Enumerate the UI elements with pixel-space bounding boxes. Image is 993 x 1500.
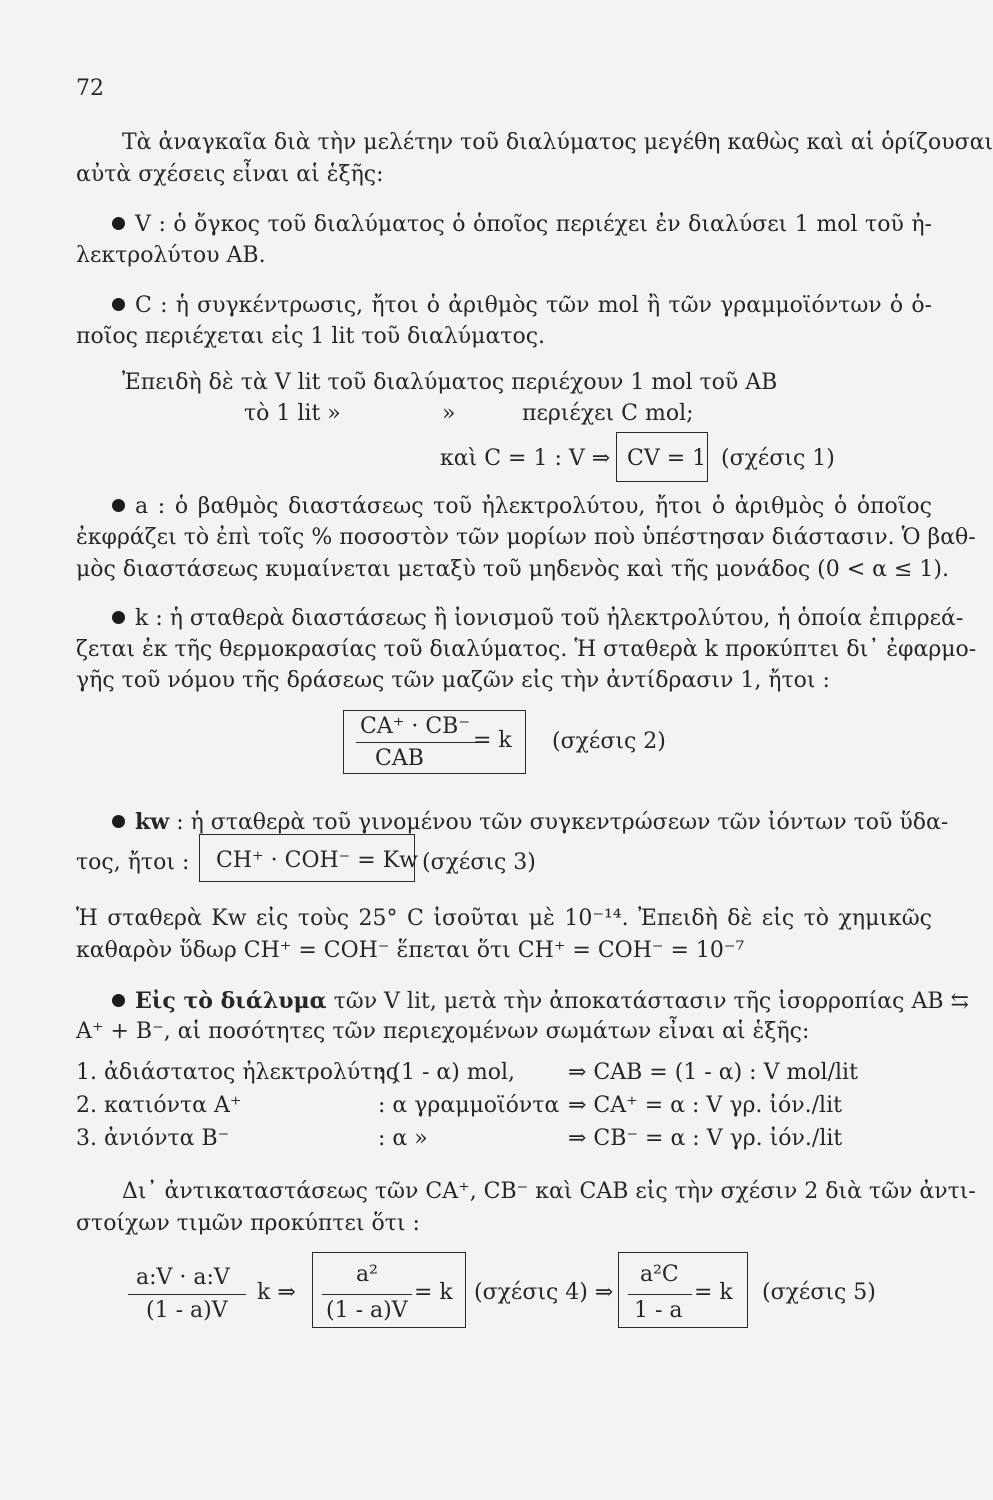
since-line-1: Ἐπειδὴ δὲ τὰ V lit τοῦ διαλύματος περιέχουν 1 mol τοῦ ΑΒ — [122, 370, 778, 395]
fraction-1-bar — [128, 1294, 246, 1295]
table-row-1-result: ⇒ CAB = (1 - α) : V mol/lit — [568, 1060, 858, 1085]
fraction-2-rhs: = k — [414, 1280, 453, 1305]
alpha-definition-text: : ὁ βαθμὸς διαστάσεως τοῦ ἠλεκτρολύτου, ἤτοι ὁ ἀριθμὸς ὁ ὁποῖος — [157, 494, 932, 519]
v-definition-text: : ὁ ὄγκος τοῦ διαλύματος ὁ ὁποῖος περιέχει ἐν διαλύσει 1 mol τοῦ ἠ- — [158, 212, 932, 237]
k-definition-line-2: ζεται ἐκ τῆς θερμοκρασίας τοῦ διαλύματος. Ἡ σταθερὰ k προκύπτει δι᾽ ἐφαρμο- — [76, 637, 977, 662]
table-row-3-amount: : α » — [378, 1126, 428, 1151]
intro-line-2: αὐτὰ σχέσεις εἶναι αἱ ἑξῆς: — [76, 162, 384, 187]
k-definition-text: : ἡ σταθερὰ διαστάσεως ἢ ἰονισμοῦ τοῦ ἠλεκτρολύτου, ἡ ὁποία ἐπιρρεά- — [155, 606, 964, 631]
relation-1-lead: καὶ C = 1 : V ⇒ — [440, 446, 611, 471]
alpha-definition-line-3: μὸς διαστάσεως κυμαίνεται μεταξὺ τοῦ μηδενὸς καὶ τῆς μονάδος (0 < α ≤ 1). — [76, 557, 949, 582]
bullet-icon — [112, 815, 125, 828]
relation-1-formula: CV = 1 — [627, 446, 707, 471]
fraction-1-denominator: (1 - a)V — [146, 1298, 228, 1323]
solution-line-2: A⁺ + B⁻, αἱ ποσότητες τῶν περιεχομένων σωμάτων εἶναι αἱ ἑξῆς: — [76, 1019, 810, 1044]
kw-value-line-1: Ἡ σταθερὰ Kw εἰς τοὺς 25° C ἰσοῦται μὲ 10⁻¹⁴. Ἐπειδὴ δὲ εἰς τὸ χημικῶς — [76, 906, 932, 931]
substitution-line-2: στοίχων τιμῶν προκύπτει ὅτι : — [76, 1211, 420, 1236]
k-definition-line-3: γῆς τοῦ νόμου τῆς δράσεως τῶν μαζῶν εἰς τὴν ἀντίδρασιν 1, ἤτοι : — [76, 668, 830, 693]
table-row-3-result: ⇒ CB⁻ = α : V γρ. ἰόν./lit — [568, 1126, 843, 1151]
alpha-definition-line-2: ἐκφράζει τὸ ἐπὶ τοῖς % ποσοστὸν τῶν μορίων ποὺ ὑπέστησαν διάστασιν. Ὁ βαθ- — [76, 525, 976, 550]
fraction-2-denominator: (1 - a)V — [326, 1298, 408, 1323]
c-definition-text: : ἡ συγκέντρωσις, ἤτοι ὁ ἀριθμὸς τῶν mol ἢ τῶν γραμμοϊόντων ὁ ὁ- — [160, 293, 932, 318]
v-definition-line-1 — [112, 212, 932, 238]
since-line-2-mid: » — [442, 401, 456, 426]
relation-2-ref: (σχέσις 2) — [552, 729, 666, 754]
kw-definition-line-2-lead: τος, ἤτοι : — [76, 850, 190, 875]
relation-5-ref: (σχέσις 5) — [762, 1280, 876, 1305]
k-symbol: k — [135, 606, 149, 631]
relation-1-ref: (σχέσις 1) — [721, 446, 835, 471]
table-row-1-amount: : (1 - α) mol, — [378, 1060, 515, 1085]
relation-2-rhs: = k — [473, 728, 512, 753]
kw-definition-line-1 — [112, 809, 949, 836]
kw-symbol: kw — [135, 809, 170, 835]
fraction-3-rhs: = k — [694, 1280, 733, 1305]
bullet-icon — [112, 499, 125, 512]
table-row-2-amount: : α γραμμοϊόντα — [378, 1093, 560, 1118]
fraction-1-numerator: a:V · a:V — [136, 1265, 230, 1290]
fraction-3-bar — [628, 1294, 692, 1295]
solution-line-1 — [112, 988, 969, 1015]
c-definition-line-1 — [112, 293, 932, 319]
alpha-definition-line-1 — [112, 494, 932, 520]
table-row-3-label: 3. ἀνιόντα B⁻ — [76, 1126, 230, 1151]
bullet-icon — [112, 217, 125, 230]
since-line-2-left: τὸ 1 lit » — [244, 401, 341, 426]
since-line-2-right: περιέχει C mol; — [522, 401, 694, 426]
fraction-2-bar — [322, 1294, 412, 1295]
relation-2-denominator: CAB — [375, 746, 424, 771]
table-row-2-label: 2. κατιόντα A⁺ — [76, 1093, 242, 1118]
c-definition-line-2: ποῖος περιέχεται εἰς 1 lit τοῦ διαλύματος. — [76, 324, 546, 349]
table-row-1-label: 1. ἀδιάστατος ἠλεκτρολύτης — [76, 1060, 398, 1085]
solution-bold-lead: Εἰς τὸ διάλυμα — [135, 988, 327, 1014]
solution-text: τῶν V lit, μετὰ τὴν ἀποκατάστασιν τῆς ἰσορροπίας AB ⇆ — [333, 989, 969, 1014]
relation-2-fraction-bar — [356, 742, 476, 743]
k-definition-line-1 — [112, 606, 964, 632]
kw-value-line-2: καθαρὸν ὕδωρ CH⁺ = COH⁻ ἕπεται ὅτι CH⁺ = COH⁻ = 10⁻⁷ — [76, 938, 745, 963]
fraction-2-numerator: a² — [356, 1262, 378, 1287]
bullet-icon — [112, 611, 125, 624]
intro-line-1: Τὰ ἀναγκαῖα διὰ τὴν μελέτην τοῦ διαλύματος μεγέθη καθὼς καὶ αἱ ὁρίζουσαι — [122, 130, 993, 155]
fraction-3-denominator: 1 - a — [634, 1298, 683, 1323]
substitution-line-1: Δι᾽ ἀντικαταστάσεως τῶν CA⁺, CB⁻ καὶ CAB εἰς τὴν σχέσιν 2 διὰ τῶν ἀντι- — [122, 1179, 976, 1204]
relation-4-ref: (σχέσις 4) ⇒ — [474, 1280, 614, 1305]
relation-3-ref: (σχέσις 3) — [422, 850, 536, 875]
table-row-2-result: ⇒ CA⁺ = α : V γρ. ἰόν./lit — [568, 1093, 842, 1118]
kw-definition-text: : ἡ σταθερὰ τοῦ γινομένου τῶν συγκεντρώσεων τῶν ἰόντων τοῦ ὕδα- — [176, 810, 949, 835]
bullet-icon — [112, 298, 125, 311]
fraction-1-rhs: k ⇒ — [257, 1280, 296, 1305]
v-symbol: V — [135, 212, 151, 237]
v-definition-line-2: λεκτρολύτου ΑΒ. — [76, 243, 266, 268]
page-number: 72 — [76, 76, 104, 101]
fraction-3-numerator: a²C — [640, 1262, 679, 1287]
bullet-icon — [112, 994, 125, 1007]
relation-3-formula: CH⁺ · COH⁻ = Kw — [216, 848, 418, 873]
relation-2-numerator: CA⁺ · CB⁻ — [360, 714, 470, 739]
alpha-symbol: a — [135, 494, 149, 519]
c-symbol: C — [135, 293, 152, 318]
